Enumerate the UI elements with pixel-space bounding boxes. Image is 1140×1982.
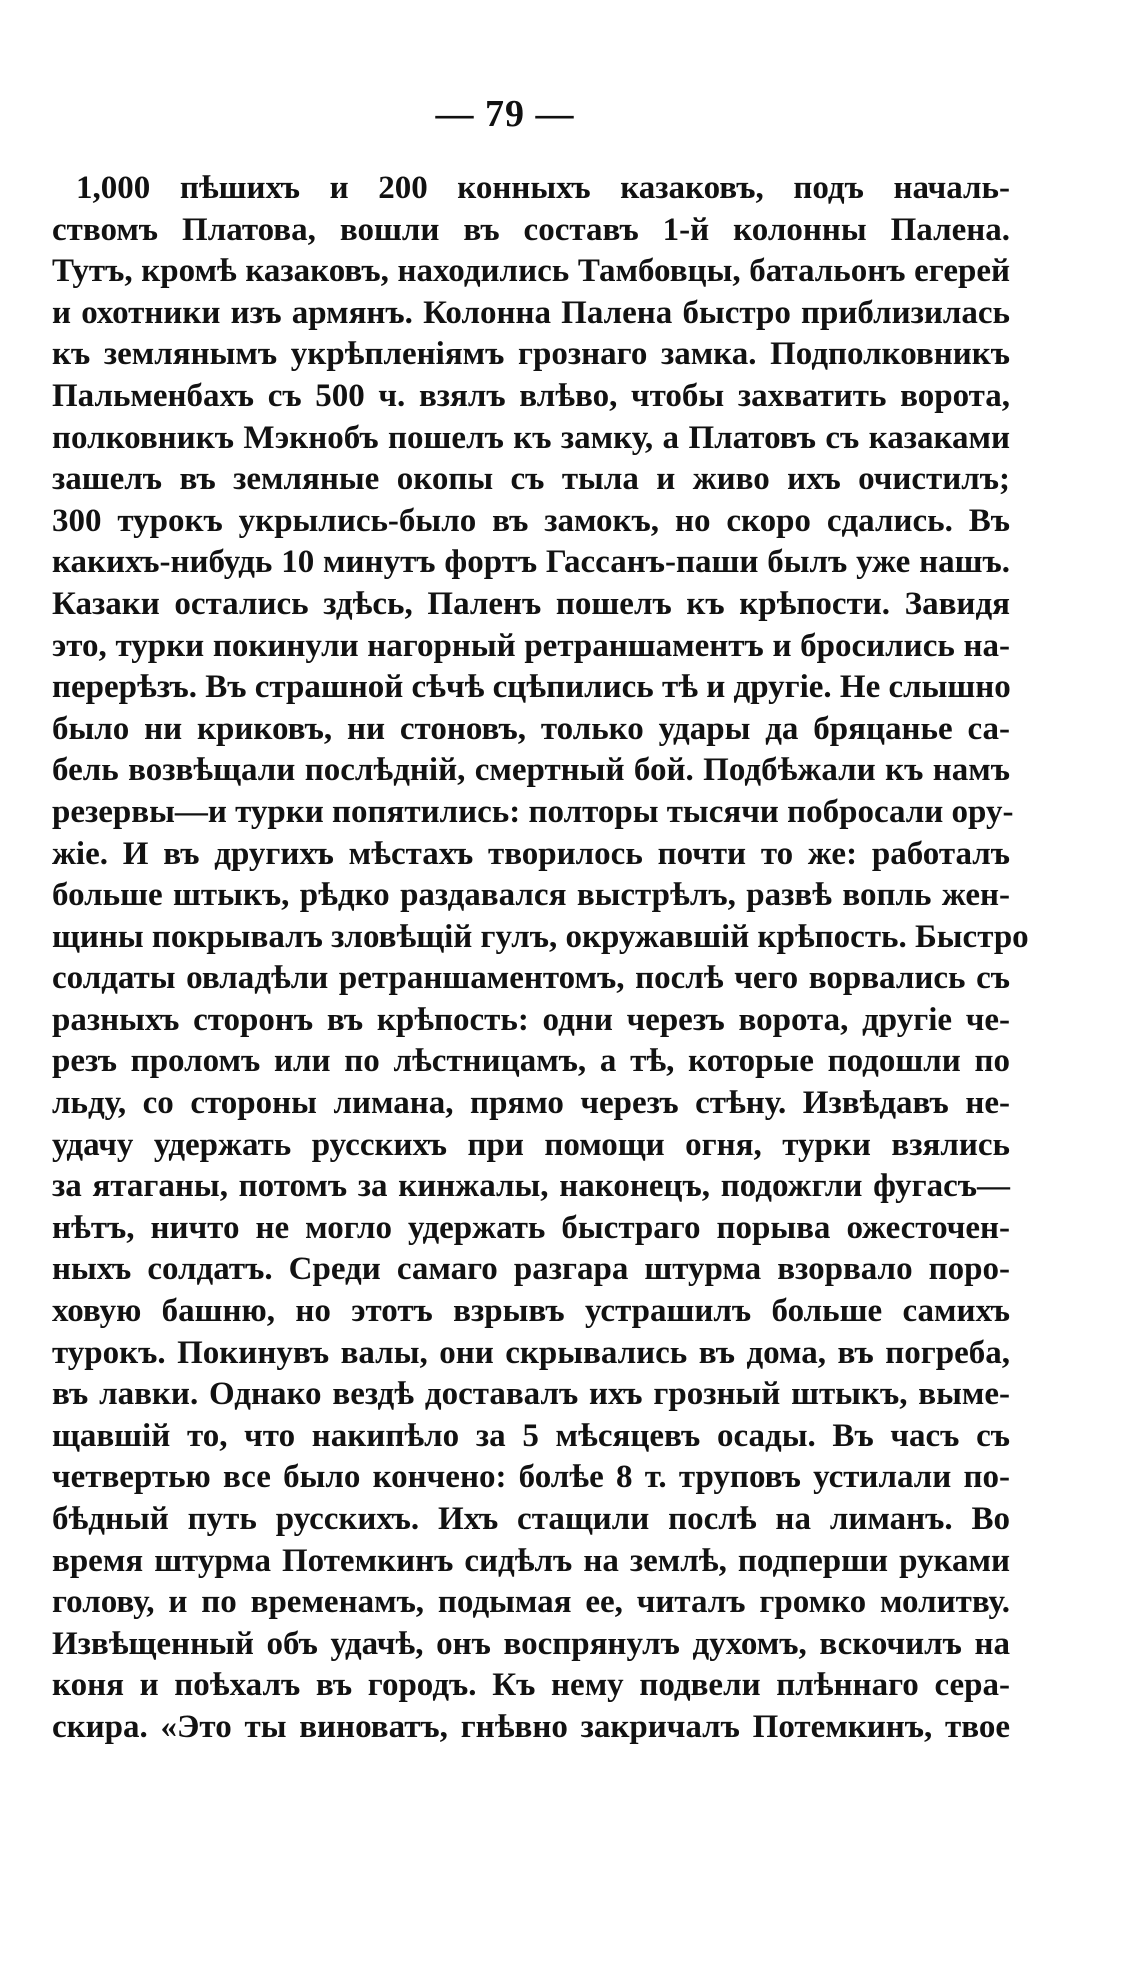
text-line: Извѣщенный объ удачѣ, онъ воспрянулъ духомъ, вскочилъ на [52, 1625, 1010, 1662]
text-line: ховую башню, но этотъ взрывъ устрашилъ больше самихъ [52, 1293, 1010, 1330]
text-line: больше штыкъ, рѣдко раздавался выстрѣлъ, развѣ вопль жен- [52, 877, 1010, 914]
text-line: бель возвѣщали послѣдній, смертный бой. Подбѣжали къ намъ [52, 752, 1010, 789]
text-line: удачу удержать русскихъ при помощи огня, турки взялись [52, 1126, 1010, 1163]
text-line: 1,000 пѣшихъ и 200 конныхъ казаковъ, подъ началь- [76, 170, 1010, 206]
text-line: резъ проломъ или по лѣстницамъ, а тѣ, которые подошли по [52, 1043, 1010, 1080]
text-line: за ятаганы, потомъ за кинжалы, наконецъ, подожгли фугасъ— [52, 1168, 1010, 1205]
text-line: какихъ-нибудь 10 минутъ фортъ Гассанъ-паши былъ уже нашъ. [52, 544, 1010, 581]
text-line: нѣтъ, ничто не могло удержать быстраго порыва ожесточен- [52, 1209, 1010, 1246]
text-line: перерѣзъ. Въ страшной сѣчѣ сцѣпились тѣ и другіе. Не слышно [52, 669, 1011, 706]
text-line: скира. «Это ты виноватъ, гнѣвно закричалъ Потемкинъ, твое [52, 1708, 1010, 1745]
text-line: ствомъ Платова, вошли въ составъ 1-й колонны Палена. [52, 211, 1010, 248]
text-line: голову, и по временамъ, подымая ее, читалъ громко молитву. [52, 1584, 1010, 1621]
text-line: льду, со стороны лимана, прямо черезъ стѣну. Извѣдавъ не- [52, 1085, 1010, 1122]
page-number: — 79 — [435, 93, 575, 135]
text-line: щавшій то, что накипѣло за 5 мѣсяцевъ осады. Въ часъ съ [52, 1417, 1010, 1454]
text-line: и охотники изъ армянъ. Колонна Палена быстро приблизилась [52, 294, 1010, 331]
text-line: Тутъ, кромѣ казаковъ, находились Тамбовцы, батальонъ егерей [52, 253, 1010, 290]
text-line: четвертью все было кончено: болѣе 8 т. труповъ устилали по- [52, 1459, 1010, 1496]
text-line: турокъ. Покинувъ валы, они скрывались въ дома, въ погреба, [52, 1334, 1010, 1371]
text-line: коня и поѣхалъ въ городъ. Къ нему подвели плѣннаго сера- [52, 1667, 1010, 1704]
text-line: въ лавки. Однако вездѣ доставалъ ихъ грозный штыкъ, выме- [52, 1376, 1010, 1413]
text-line: время штурма Потемкинъ сидѣлъ на землѣ, подперши руками [52, 1542, 1010, 1579]
text-line: Пальменбахъ съ 500 ч. взялъ влѣво, чтобы захватить ворота, [52, 377, 1010, 414]
text-line: было ни криковъ, ни стоновъ, только удары да бряцанье са- [52, 710, 1010, 747]
text-line: Казаки остались здѣсь, Паленъ пошелъ къ крѣпости. Завидя [52, 585, 1010, 622]
text-line: щины покрывалъ зловѣщій гулъ, окружавшій крѣпость. Быстро [52, 918, 1029, 955]
text-line: къ землянымъ укрѣпленіямъ грознаго замка. Подполковникъ [52, 336, 1010, 373]
text-line: разныхъ сторонъ въ крѣпость: одни черезъ ворота, другіе че- [52, 1001, 1010, 1038]
text-line: резервы—и турки попятились: полторы тысячи побросали ору- [52, 793, 1014, 830]
text-line: ныхъ солдатъ. Среди самаго разгара штурма взорвало поро- [52, 1251, 1010, 1288]
text-line: жіе. И въ другихъ мѣстахъ творилось почти то же: работалъ [52, 835, 1010, 872]
text-line: солдаты овладѣли ретраншаментомъ, послѣ чего ворвались съ [52, 960, 1010, 997]
body-text [52, 168, 1029, 1749]
text-line: это, турки покинули нагорный ретраншаментъ и бросились на- [52, 627, 1010, 664]
text-line: зашелъ въ земляные окопы съ тыла и живо ихъ очистилъ; [52, 461, 1010, 498]
text-line: бѣдный путь русскихъ. Ихъ стащили послѣ на лиманъ. Во [52, 1501, 1010, 1537]
text-line: полковникъ Мэкнобъ пошелъ къ замку, а Платовъ съ казаками [52, 419, 1010, 456]
text-line: 300 турокъ укрылись-было въ замокъ, но скоро сдались. Въ [52, 502, 1010, 539]
